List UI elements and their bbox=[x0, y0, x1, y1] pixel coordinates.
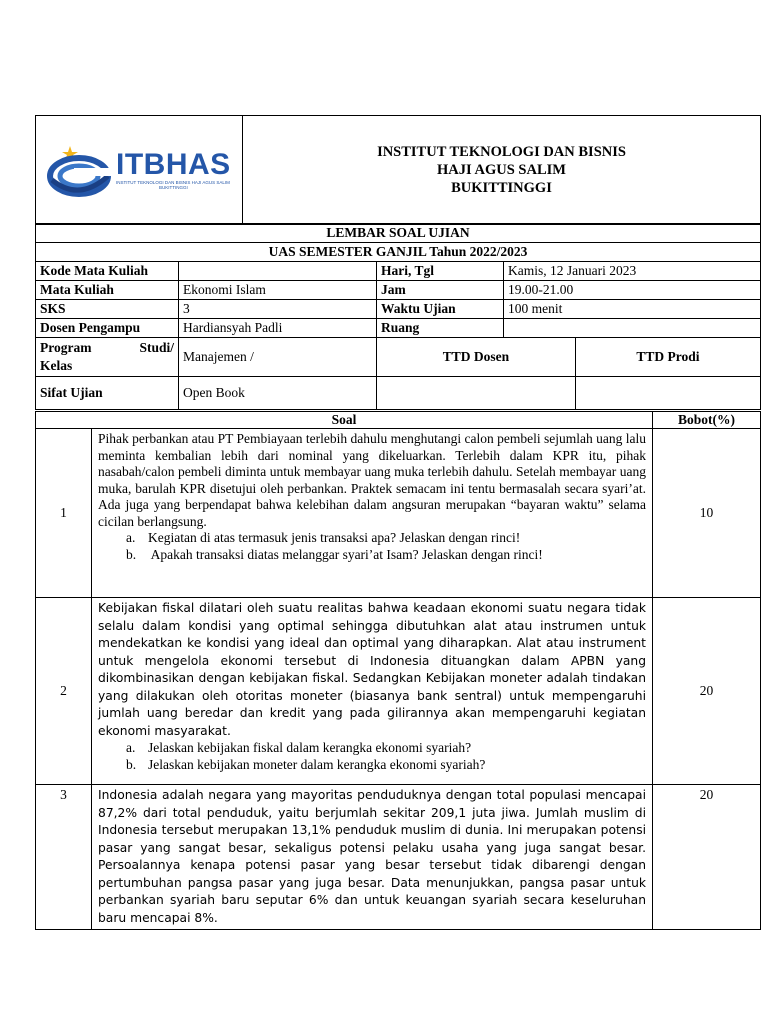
question-sub-b: b. Jelaskan kebijakan moneter dalam kerangka ekonomi syariah? bbox=[126, 756, 486, 772]
question-body: Pihak perbankan atau PT Pembiayaan terlebih dahulu menghutangi calon pembeli sejumlah uang lalu meminta kembalian lebih dari nominal yang dikeluarkan. Terlebih dalam KPR itu, pihak nasabah/calon pembeli diminta untuk membayar uang muka terlebih dahulu. Setelah membayar uang muka, barulah KPR disetujui oleh perbankan. Praktek semacam ini tentu bermasalah secara syari’at. Ada juga yang berpendapat bahwa kelebihan dalam angsuran merupakan “bayaran waktu” selama cicilan berlangsung. bbox=[98, 431, 647, 529]
question-bobot: 20 bbox=[653, 785, 761, 930]
itbhas-logo-icon bbox=[46, 140, 112, 200]
exam-title: LEMBAR SOAL UJIAN bbox=[36, 224, 761, 243]
kode-value bbox=[179, 262, 377, 281]
institution-line3: BUKITTINGGI bbox=[451, 180, 552, 196]
question-number: 1 bbox=[36, 429, 92, 598]
logo-cell bbox=[36, 116, 243, 225]
ttd-dosen-label: TTD Dosen bbox=[377, 338, 576, 377]
logo-subtext: INSTITUT TEKNOLOGI DAN BISNIS HAJI AGUS SALIM bbox=[116, 180, 230, 185]
question-body: Indonesia adalah negara yang mayoritas penduduknya dengan total populasi mencapai 87,2% dari total penduduk, yaitu berjumlah sekitar 209,1 juta jiwa. Jumlah muslim di Indonesia tersebut merupakan 13,1% penduduk muslim di dunia. Ini merupakan potensi pasar yang sangat besar, sekaligus potensi pelaku usaha yang juga sangat besar. Persoalannya kenapa potensi pasar yang besar tersebut tidak dibarengi dengan pertumbuhan pangsa pasar yang juga besar. Data menunjukkan, pangsa pasar untuk perbankan syariah baru seputar 6% dan untuk keuangan syariah secara keseluruhan baru mencapai 8%. bbox=[98, 788, 647, 925]
question-sub-a: a. Kegiatan di atas termasuk jenis transaksi apa? Jelaskan dengan rinci! bbox=[126, 530, 521, 545]
question-text bbox=[92, 598, 653, 785]
question-row bbox=[36, 785, 761, 930]
logo-city: BUKITTINGGI bbox=[158, 185, 188, 190]
logo-text: ITBHAS bbox=[116, 148, 231, 181]
bobot-header: Bobot(%) bbox=[653, 412, 761, 429]
question-sub-a: a. Jelaskan kebijakan fiskal dalam kerangka ekonomi syariah? bbox=[126, 740, 472, 755]
exam-subtitle: UAS SEMESTER GANJIL Tahun 2022/2023 bbox=[36, 243, 761, 262]
question-text bbox=[92, 785, 653, 930]
kode-label: Kode Mata Kuliah bbox=[36, 262, 179, 281]
prodi-label-program: Program bbox=[40, 340, 92, 355]
question-body: Kebijakan fiskal dilatari oleh suatu realitas bahwa keadaan ekonomi suatu negara tidak selalu dalam kondisi yang optimal sehingga dibutuhkan alat atau instrumen untuk mendekatkan ke kondisi yang ideal dan optimal yang diharapkan. Alat atau instrument untuk mengelola ekonomi tersebut di Indonesia dituangkan dalam APBN yang dikombinasikan dengan kebijakan fiskal. Sedangkan Kebijakan moneter adalah tindakan yang dilakukan oleh otoritas moneter (biasanya bank sentral) untuk mempengaruhi jumlah uang beredar dan kredit yang pada gilirannya akan mempengaruhi kegiatan ekonomi masyarakat. bbox=[98, 601, 647, 738]
mk-value: Ekonomi Islam bbox=[179, 281, 377, 300]
question-bobot: 10 bbox=[653, 429, 761, 598]
question-text bbox=[92, 429, 653, 598]
mk-label: Mata Kuliah bbox=[36, 281, 179, 300]
dosen-label: Dosen Pengampu bbox=[36, 319, 179, 338]
institution-line1: INSTITUT TEKNOLOGI DAN BISNIS bbox=[377, 144, 626, 160]
ruang-value bbox=[504, 319, 761, 338]
soal-header: Soal bbox=[36, 412, 653, 429]
prodi-label bbox=[36, 338, 179, 377]
sks-value: 3 bbox=[179, 300, 377, 319]
dosen-value: Hardiansyah Padli bbox=[179, 319, 377, 338]
ruang-label: Ruang bbox=[377, 319, 504, 338]
question-bobot: 20 bbox=[653, 598, 761, 785]
exam-info-table bbox=[35, 223, 761, 410]
hari-label: Hari, Tgl bbox=[377, 262, 504, 281]
jam-value: 19.00-21.00 bbox=[504, 281, 761, 300]
hari-value: Kamis, 12 Januari 2023 bbox=[504, 262, 761, 281]
question-number: 3 bbox=[36, 785, 92, 930]
question-number: 2 bbox=[36, 598, 92, 785]
institution-line2: HAJI AGUS SALIM bbox=[437, 162, 566, 178]
questions-table bbox=[35, 411, 761, 930]
institution-name bbox=[243, 116, 761, 225]
question-sub-b: b. Apakah transaksi diatas melanggar syari’at Isam? Jelaskan dengan rinci! bbox=[126, 546, 543, 562]
waktu-label: Waktu Ujian bbox=[377, 300, 504, 319]
ttd-dosen-box bbox=[377, 377, 576, 410]
ttd-prodi-box bbox=[576, 377, 761, 410]
sifat-label: Sifat Ujian bbox=[36, 377, 179, 410]
sks-label: SKS bbox=[36, 300, 179, 319]
header-table bbox=[35, 115, 761, 225]
prodi-label-kelas: Kelas bbox=[40, 358, 73, 373]
prodi-label-studi: Studi/ bbox=[139, 340, 174, 355]
prodi-value: Manajemen / bbox=[179, 338, 377, 377]
question-row bbox=[36, 429, 761, 598]
question-row bbox=[36, 598, 761, 785]
jam-label: Jam bbox=[377, 281, 504, 300]
sifat-value: Open Book bbox=[179, 377, 377, 410]
ttd-prodi-label: TTD Prodi bbox=[576, 338, 761, 377]
waktu-value: 100 menit bbox=[504, 300, 761, 319]
